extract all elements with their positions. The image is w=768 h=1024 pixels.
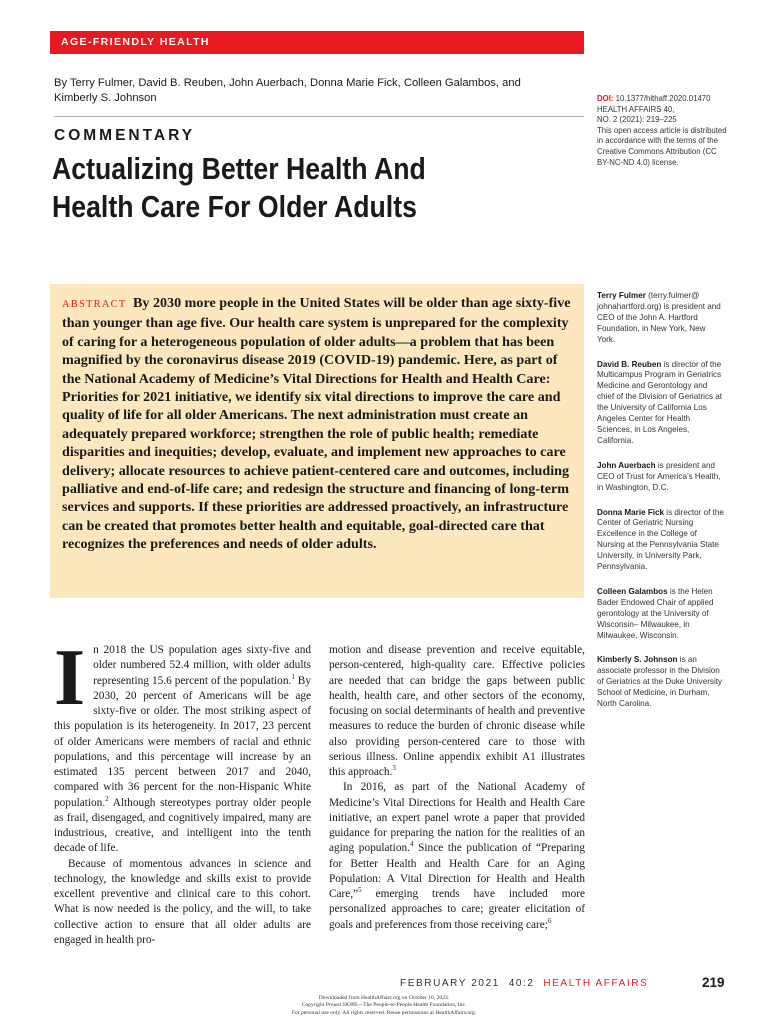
body-column-1: [54, 634, 311, 948]
drop-cap: I: [54, 634, 86, 722]
reference-4[interactable]: 4: [409, 840, 414, 849]
divider: [54, 116, 584, 117]
author-bio: John Auerbach is president and CEO of Trust for America’s Health, in Washington, D.C.: [597, 460, 721, 492]
doi-label: DOI:: [597, 94, 614, 103]
abstract-label: ABSTRACT: [62, 299, 127, 310]
page-number: 219: [702, 975, 725, 990]
body-paragraph: motion and disease prevention and receive equitable, person-centered, high-quality care. Effective policies are needed that can bridge the gaps between public health, health care, and other sectors of the economy, focusing on social determinants of health and preventive measures to reduce the burden of chronic disease while also providing person-centered care to those with serious illness. Online appendix exhibit A1 illustrates this approach.$^3$: [329, 644, 585, 778]
author-bios: [597, 291, 725, 724]
license-note: This open access article is distributed in accordance with the terms of the Creative Commons Attribution (CC BY-NC-ND 4.0) license.: [597, 125, 727, 167]
title-line-2: Health Care For Older Adults: [52, 189, 417, 224]
journal-citation-1: HEALTH AFFAIRS 40,: [597, 104, 675, 114]
reference-5[interactable]: 5: [358, 886, 362, 895]
article-title: [52, 150, 499, 226]
section-banner: [50, 31, 584, 54]
body-paragraph: In 2016, as part of the National Academy of Medicine’s Vital Directions for Health and Health Care initiative, an expert panel wrote a paper that provided guidance for preparing the nation for the realities of an aging population.$^4$ Since the publication of “Preparing for Better Health and Health Care for an Aging Population: A Vital Direction for Health and Health Care,”$^5$ emerging trends have included more personalized approaches to care; greater elicitation of goals and preferences from those receiving care;$^6$: [329, 781, 585, 931]
author-bio: Colleen Galambos is the Helen Bader Endowed Chair of applied gerontology at the University of Wisconsin– Milwaukee, in Milwaukee, Wisconsin.: [597, 586, 714, 640]
body-paragraph: In 2018 the US population ages sixty-five and older numbered 52.4 million, with older adults representing 15.6 percent of the population.$^1$ By 2030, 20 percent of Americans will be age sixty-five or older. The most striking aspect of this population is its heterogeneity. In 2017, 23 percent of older Americans were members of racial and ethnic populations, and this percentage will increase by an estimated 135 percent between 2017 and 2040, compared with 36 percent for the non-Hispanic White population.$^2$ Although stereotypes portray older people as frail, disengaged, and cognitively impaired, many are industrious, creative, and intelligent into the tenth decade of life.: [54, 634, 311, 855]
author-list: By Terry Fulmer, David B. Reuben, John Auerbach, Donna Marie Fick, Colleen Galambos, and Kimberly S. Johnson: [54, 77, 521, 104]
footer-journal: HEALTH AFFAIRS: [543, 978, 649, 989]
title-line-1: Actualizing Better Health And: [52, 151, 426, 186]
page-footer: [400, 978, 725, 989]
reference-6[interactable]: 6: [547, 916, 552, 925]
article-metadata: [597, 94, 727, 168]
abstract: [62, 294, 574, 554]
author-bio: Donna Marie Fick is director of the Center of Geriatric Nursing Excellence in the College of Nursing at the Pennsylvania State University, in University Park, Pennsylvania.: [597, 507, 724, 572]
author-bio: Kimberly S. Johnson is an associate professor in the Division of Geriatrics at the Duke University School of Medicine, in Durham, North Carolina.: [597, 655, 723, 709]
journal-citation-2: NO. 2 (2021): 219–225: [597, 115, 677, 125]
doi-link[interactable]: 10.1377/hlthaff.2020.01470: [615, 94, 711, 103]
reference-2[interactable]: 2: [105, 794, 109, 803]
footer-issue: 40:2: [508, 978, 535, 989]
body-column-2: [329, 643, 585, 933]
section-label: COMMENTARY: [54, 127, 196, 144]
author-bio: Terry Fulmer (terry.fulmer@ johnahartford.org) is president and CEO of the John A. Hartford Foundation, in New York, New York.: [597, 291, 721, 344]
reference-3[interactable]: 3: [392, 764, 396, 773]
footer-date: FEBRUARY 2021: [400, 978, 500, 989]
body-paragraph: Because of momentous advances in science and technology, the knowledge and skills exist to provide excellent preventive and clinical care to this cohort. What is now needed is the policy, and the will, to take collective action to ensure that all older adults are engaged in health pro-: [54, 857, 311, 946]
download-note: Downloaded from HealthAffairs.org on October 10, 2023. Copyright Project HOPE—The People-to-People Health Foundation, Inc. For personal use only. All rights reserved. Reuse permissions at HealthAffairs.org.: [291, 995, 477, 1016]
author-bio: David B. Reuben is director of the Multicampus Program in Geriatrics Medicine and Gerontology and chief of the Division of Geriatrics at the University of California Los Angeles Center for Health Sciences, in Los Angeles, California.: [597, 359, 723, 445]
banner-label: AGE-FRIENDLY HEALTH: [61, 36, 210, 48]
reference-1[interactable]: 1: [291, 672, 295, 681]
abstract-text: By 2030 more people in the United States will be older than age sixty-five than younger than age five. Our health care system is unprepared for the complexity of caring for a heterogeneous population of older adults—a problem that has been magnified by the coronavirus disease 2019 (COVID-19) pandemic. Here, as part of the National Academy of Medicine’s Vital Directions for Health and Health Care: Priorities for 2021 initiative, we identify six vital directions to improve the care and quality of life for all older Americans. The next administration must create an adequately prepared workforce; strengthen the role of public health; remediate disparities and inequities; develop, evaluate, and implement new approaches to care delivery; allocate resources to achieve patient-centered care and outcomes, including palliative and end-of-life care; and redesign the structure and financing of long-term services and supports. If these priorities are addressed proactively, an infrastructure can be created that promotes better health and equitable, goal-directed care that recognizes the preferences and needs of older adults.: [62, 295, 571, 553]
